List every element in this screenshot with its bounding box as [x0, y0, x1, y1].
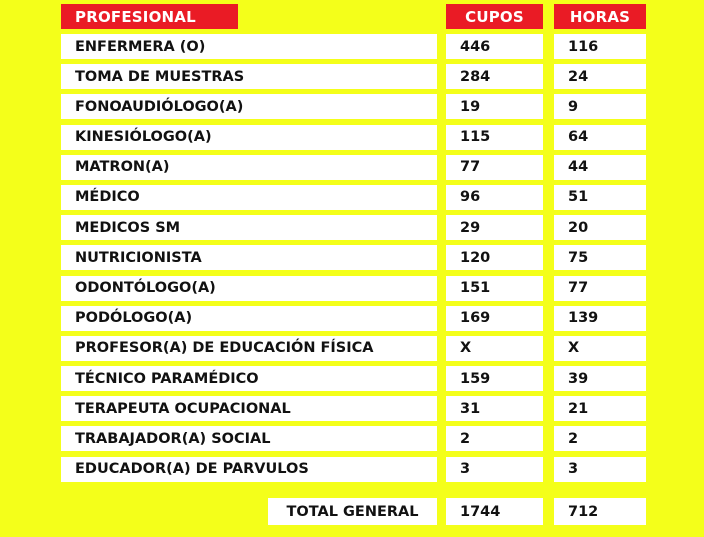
total-row — [0, 498, 704, 525]
horas-cell: 24 — [554, 64, 646, 89]
profesional-cell: NUTRICIONISTA — [61, 245, 437, 270]
profesional-cell: PODÓLOGO(A) — [61, 306, 437, 331]
cupos-cell: 19 — [446, 94, 543, 119]
table-row — [0, 215, 704, 245]
cupos-cell: 29 — [446, 215, 543, 240]
profesional-cell: TÉCNICO PARAMÉDICO — [61, 366, 437, 391]
header-profesional: PROFESIONAL — [61, 4, 238, 29]
profesional-cell: MEDICOS SM — [61, 215, 437, 240]
cupos-cell: X — [446, 336, 543, 361]
horas-cell: 2 — [554, 426, 646, 451]
cupos-cell: 159 — [446, 366, 543, 391]
horas-cell: X — [554, 336, 646, 361]
horas-cell: 9 — [554, 94, 646, 119]
total-horas: 712 — [554, 498, 646, 525]
header-horas: HORAS — [554, 4, 646, 29]
total-label: TOTAL GENERAL — [268, 498, 437, 525]
table-body — [0, 34, 704, 487]
table-row — [0, 457, 704, 487]
cupos-cell: 151 — [446, 276, 543, 301]
horas-cell: 116 — [554, 34, 646, 59]
horas-cell: 64 — [554, 125, 646, 150]
profesional-cell: PROFESOR(A) DE EDUCACIÓN FÍSICA — [61, 336, 437, 361]
header-cupos: CUPOS — [446, 4, 543, 29]
cupos-cell: 77 — [446, 155, 543, 180]
table-row — [0, 396, 704, 426]
table-row — [0, 94, 704, 124]
horas-cell: 75 — [554, 245, 646, 270]
horas-cell: 39 — [554, 366, 646, 391]
horas-cell: 21 — [554, 396, 646, 421]
profesional-cell: ENFERMERA (O) — [61, 34, 437, 59]
cupos-cell: 169 — [446, 306, 543, 331]
profesional-cell: TERAPEUTA OCUPACIONAL — [61, 396, 437, 421]
profesional-cell: MATRON(A) — [61, 155, 437, 180]
table-row — [0, 125, 704, 155]
table-row — [0, 306, 704, 336]
profesional-cell: MÉDICO — [61, 185, 437, 210]
table-row — [0, 34, 704, 64]
cupos-cell: 115 — [446, 125, 543, 150]
horas-cell: 44 — [554, 155, 646, 180]
cupos-cell: 284 — [446, 64, 543, 89]
horas-cell: 3 — [554, 457, 646, 482]
profesional-cell: TRABAJADOR(A) SOCIAL — [61, 426, 437, 451]
profesional-cell: FONOAUDIÓLOGO(A) — [61, 94, 437, 119]
cupos-cell: 3 — [446, 457, 543, 482]
cupos-cell: 446 — [446, 34, 543, 59]
horas-cell: 51 — [554, 185, 646, 210]
profesional-cell: KINESIÓLOGO(A) — [61, 125, 437, 150]
profesional-cell: TOMA DE MUESTRAS — [61, 64, 437, 89]
table-row — [0, 336, 704, 366]
cupos-cell: 2 — [446, 426, 543, 451]
horas-cell: 20 — [554, 215, 646, 240]
total-cupos: 1744 — [446, 498, 543, 525]
table-row — [0, 366, 704, 396]
table-row — [0, 185, 704, 215]
table-row — [0, 276, 704, 306]
table-row — [0, 64, 704, 94]
horas-cell: 139 — [554, 306, 646, 331]
cupos-cell: 120 — [446, 245, 543, 270]
horas-cell: 77 — [554, 276, 646, 301]
table-row — [0, 155, 704, 185]
cupos-cell: 31 — [446, 396, 543, 421]
table-row — [0, 426, 704, 456]
table-row — [0, 245, 704, 275]
profesional-cell: EDUCADOR(A) DE PARVULOS — [61, 457, 437, 482]
cupos-cell: 96 — [446, 185, 543, 210]
profesional-cell: ODONTÓLOGO(A) — [61, 276, 437, 301]
